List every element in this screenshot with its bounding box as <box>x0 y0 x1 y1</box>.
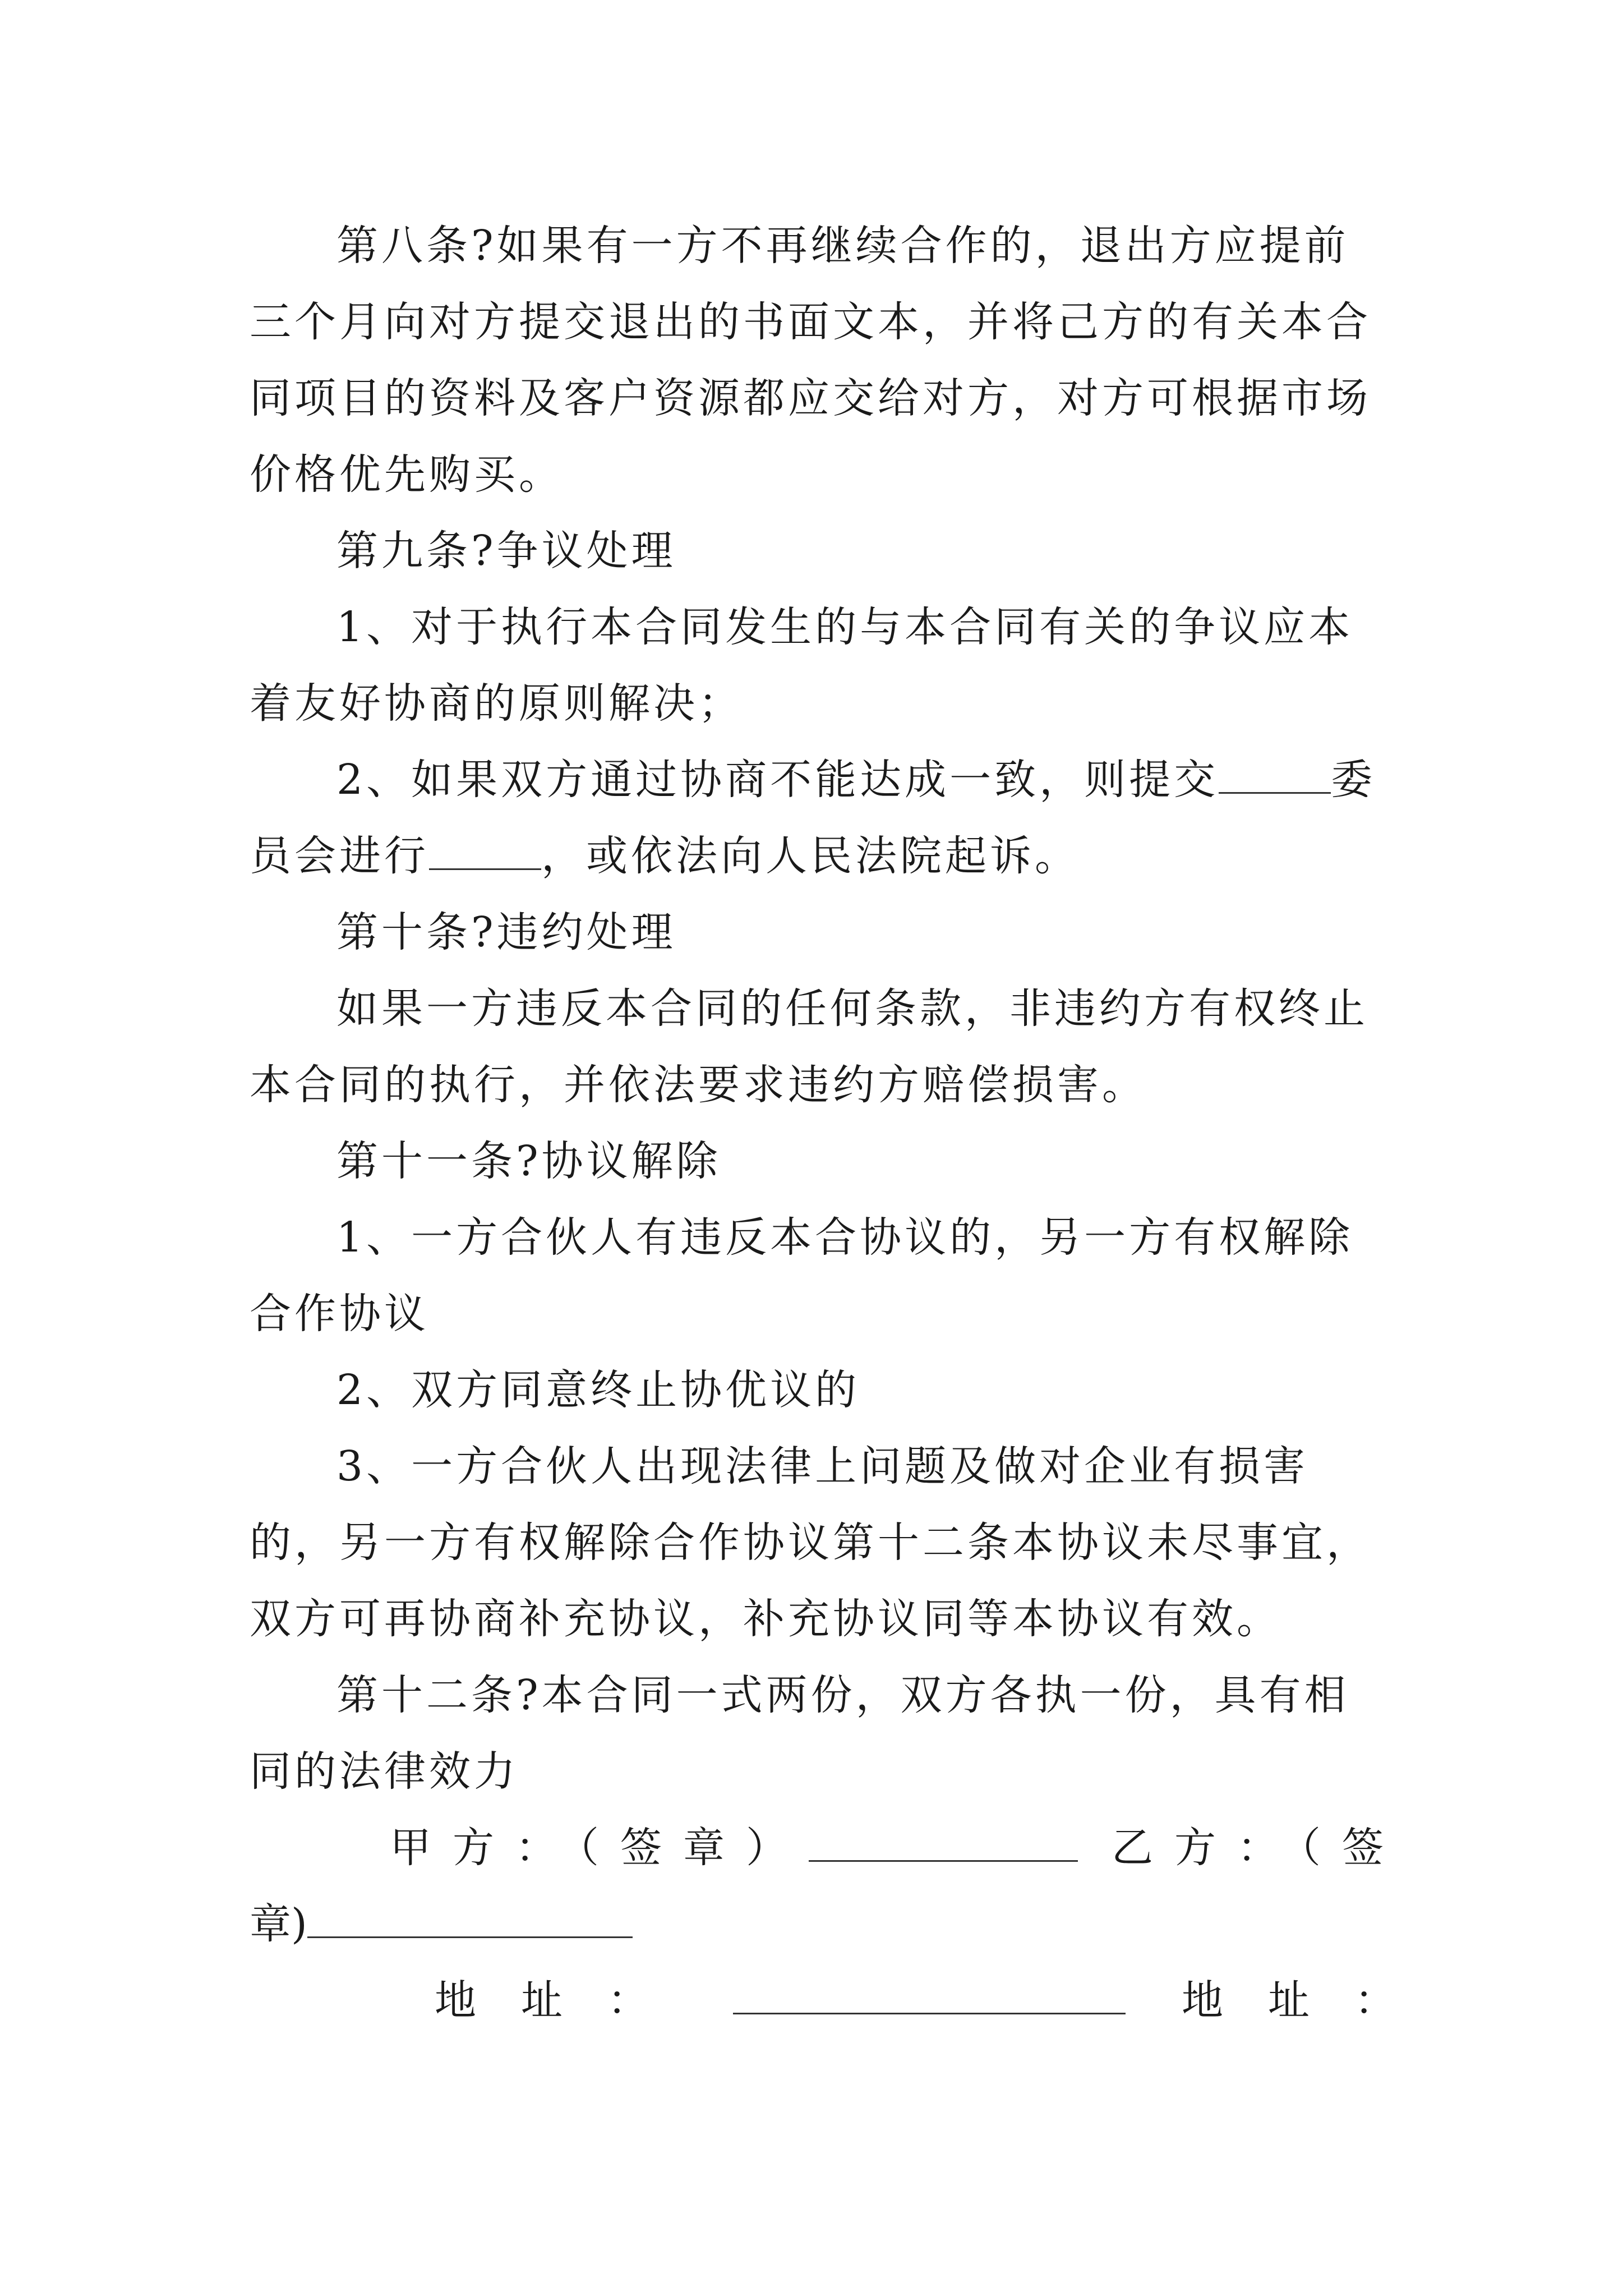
party-b-label-continued: 章) <box>250 1900 307 1948</box>
article-9-item-2-part3: ，或依法向人民法院起诉。 <box>541 832 1080 880</box>
address-a-label: 地址： <box>435 1976 694 2024</box>
party-b-label: 乙方：（签 <box>1112 1824 1405 1872</box>
article-12-paragraph: 第十二条?本合同一式两份，双方各执一份，具有相同的法律效力 <box>250 1671 1349 1796</box>
article-11-item-3: 3、一方合伙人出现法律上问题及做对企业有损害的，另一方有权解除合作协议第十二条本协议未尽事宜，双方可再协商补充协议，补充协议同等本协议有效。 <box>250 1442 1371 1643</box>
signature-row-2 <box>250 1886 1377 1962</box>
article-10-heading: 第十条?违约处理 <box>336 908 676 956</box>
party-a-label: 甲方：（签章） <box>390 1824 809 1872</box>
article-11-item-1: 1、一方合伙人有违反本合协议的，另一方有权解除合作协议 <box>250 1213 1354 1338</box>
article-9-item-1: 1、对于执行本合同发生的与本合同有关的争议应本着友好协商的原则解决； <box>250 603 1354 728</box>
article-9-heading: 第九条?争议处理 <box>336 527 676 575</box>
party-b-signature-blank <box>307 1899 633 1938</box>
address-a-blank <box>733 1976 1126 2014</box>
article-9-item-2-part2: 委员会进行 <box>250 756 1376 880</box>
article-9-item-2 <box>250 742 1377 894</box>
article-11-heading: 第十一条?协议解除 <box>336 1137 721 1185</box>
address-row <box>250 1962 1441 2039</box>
article-9-item-2-part1: 2、如果双方通过协商不能达成一致，则提交 <box>336 756 1219 804</box>
article-8-paragraph: 第八条?如果有一方不再继续合作的，退出方应提前三个月向对方提交退出的书面文本，并将己方的有关本合同项目的资料及客户资源都应交给对方，对方可根据市场价格优先购买。 <box>250 222 1371 499</box>
address-b-label: 地址： <box>1182 1976 1441 2024</box>
article-11-item-2: 2、双方同意终止协优议的 <box>336 1366 860 1414</box>
signature-row-1 <box>250 1810 1405 1886</box>
blank-committee <box>1219 755 1331 794</box>
blank-arbitration <box>429 831 541 870</box>
party-a-signature-blank <box>809 1823 1078 1862</box>
article-10-paragraph: 如果一方违反本合同的任何条款，非违约方有权终止本合同的执行，并依法要求违约方赔偿损害。 <box>250 984 1368 1109</box>
